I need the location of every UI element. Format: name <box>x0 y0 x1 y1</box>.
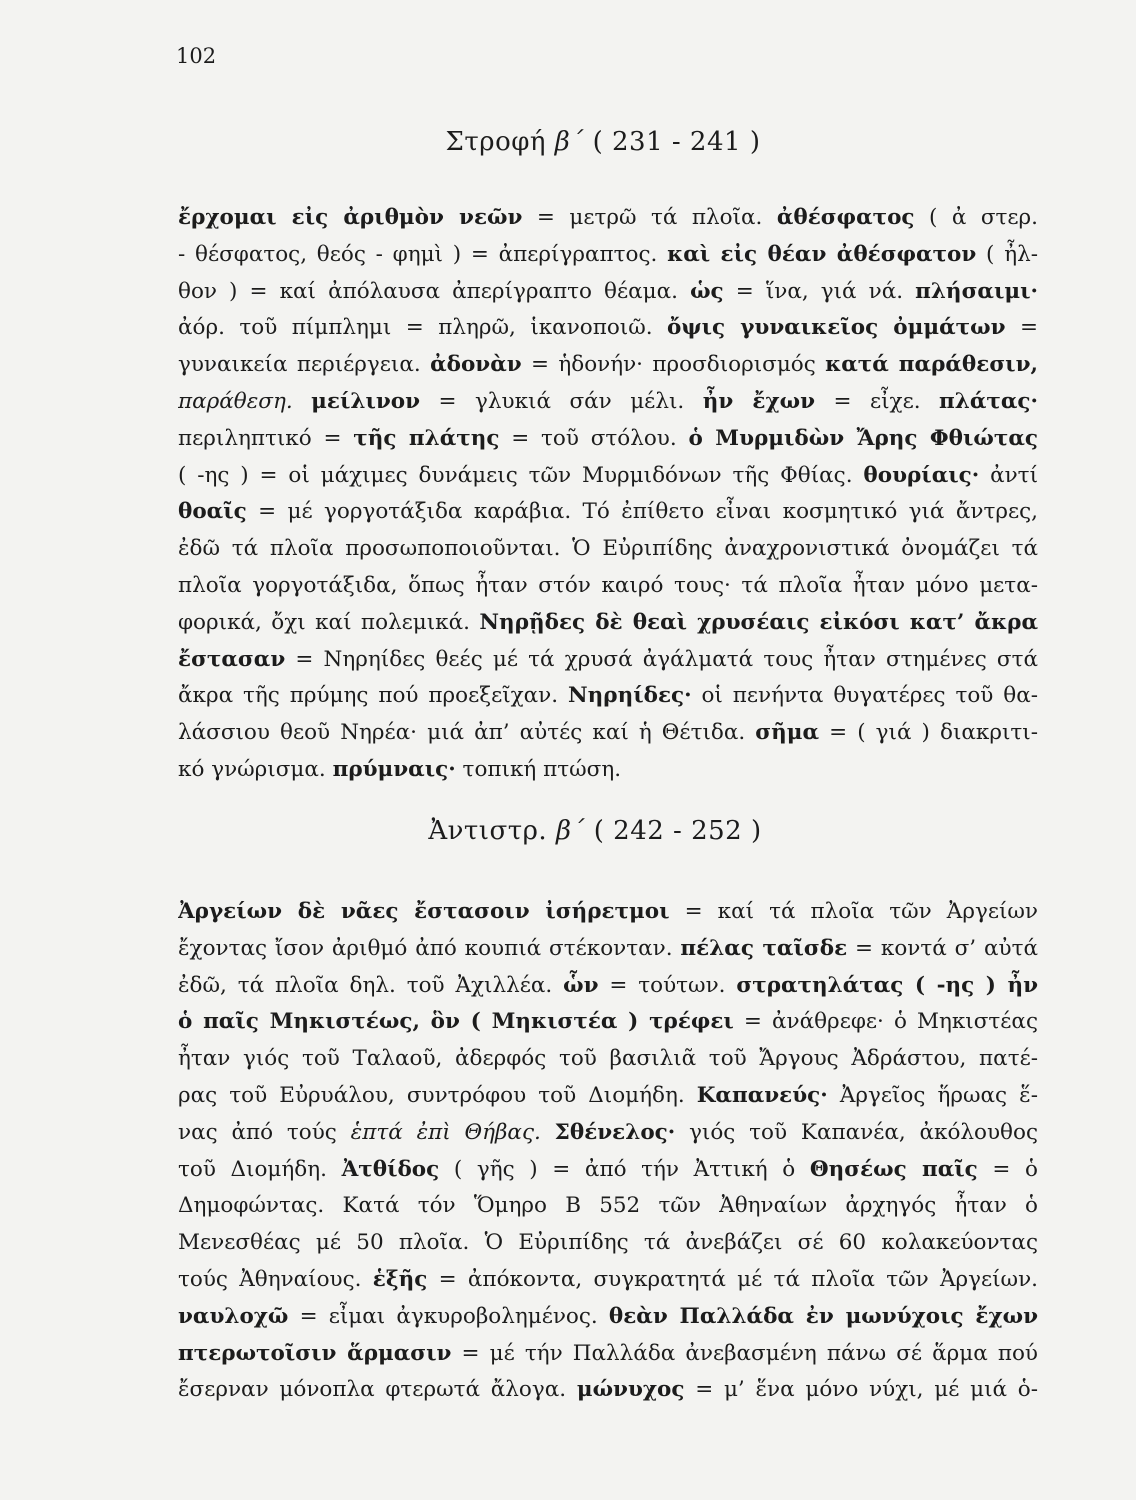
lemma-text: θοαῖς <box>178 499 247 525</box>
lemma-text: Νηρῇδες δὲ θεαὶ χρυσέαις εἰκόσι κατ’ ἄκρα <box>479 609 1038 635</box>
gloss-text: = τοῦ στόλου. <box>499 425 689 451</box>
gloss-text: ἀντί <box>979 462 1038 488</box>
heading-numeral: β΄ <box>554 127 584 157</box>
gloss-text: = μέ γοργοτάξιδα καράβια. Τό ἐπίθετο εἶναι κοσμητικό γιά ἄντρες, <box>246 499 1038 525</box>
gloss-text: - θέσφατος, θεός - φημὶ ) = ἀπερίγραπτος. <box>178 241 668 267</box>
gloss-text: τοπική πτώση. <box>455 756 622 782</box>
text-line <box>178 1078 1038 1115</box>
text-line <box>178 1041 1038 1078</box>
lemma-text: Ἀτθίδος <box>341 1156 440 1182</box>
gloss-text: ( γῆς ) = ἀπό τήν Ἀττική ὁ <box>439 1156 810 1182</box>
lemma-text: Ἀργείων δὲ νᾶες ἔστασοιν ἰσήρετμοι <box>178 899 670 924</box>
lemma-text: ὧν <box>563 972 599 998</box>
text-line <box>178 931 1038 968</box>
gloss-text: φορικά, ὄχι καί πολεμικά. <box>178 609 480 635</box>
gloss-text: Μενεσθέας μέ 50 πλοῖα. Ὁ Εὐριπίδης τά ἀνεβάζει σέ 60 κολακεύοντας <box>178 1230 1038 1256</box>
gloss-text: θον ) = καί ἀπόλαυσα ἀπερίγραπτο θέαμα. <box>178 278 691 304</box>
heading-range: ( 231 - 241 ) <box>592 127 761 157</box>
lemma-text: στρατηλάτας ( -ης ) ἦν <box>736 972 1038 998</box>
text-line <box>178 605 1038 642</box>
gloss-text: = καί τά πλοῖα τῶν Ἀργείων <box>669 899 1038 924</box>
lemma-text: ὁ παῖς Μηκιστέως, ὃν ( Μηκιστέα ) τρέφει <box>178 1009 734 1035</box>
lemma-text: πτερωτοῖσιν ἅρμασιν <box>178 1340 452 1366</box>
gloss-text: = εἶμαι ἀγκυροβολημένος. <box>288 1303 609 1329</box>
gloss-text: ( ἀ στερ. <box>914 205 1038 230</box>
gloss-text: ( -ης ) = οἱ μάχιμες δυνάμεις τῶν Μυρμιδόνων τῆς Φθίας. <box>178 462 864 488</box>
lemma-text: ὄψις γυναικεῖος ὀμμάτων <box>667 315 1006 341</box>
gloss-text: νας ἀπό τούς <box>178 1119 351 1145</box>
gloss-text: ἀόρ. τοῦ πίμπλημι = πληρῶ, ἱκανοποιῶ. <box>178 315 668 341</box>
gloss-text: = ἡδονήν· προσδιορισμός <box>521 352 826 378</box>
gloss-text: ἄκρα τῆς πρύμης πού προεξεῖχαν. <box>178 683 568 709</box>
text-line <box>178 1188 1038 1225</box>
lemma-text: ἔστασαν <box>178 646 286 672</box>
gloss-text: γιός τοῦ Καπανέα, ἀκόλουθος <box>675 1119 1038 1145</box>
section-heading-strophe <box>0 127 1136 157</box>
lemma-text: ὁ Μυρμιδὼν Ἄρης Φθιώτας <box>688 425 1038 451</box>
lemma-text: σῆμα <box>755 720 820 746</box>
lemma-text: Νηρηίδες· <box>567 683 692 709</box>
commentary-block-antistrophe <box>178 894 1038 1409</box>
lemma-text: Καπανεύς· <box>696 1082 828 1108</box>
text-line <box>178 1262 1038 1299</box>
gloss-text: οἱ πενήντα θυγατέρες τοῦ θα- <box>691 683 1038 709</box>
lemma-text: θουρίαις· <box>863 462 980 488</box>
heading-range: ( 242 - 252 ) <box>593 816 762 846</box>
gloss-text: = κοντά σ’ αὐτά <box>847 935 1038 961</box>
lemma-text: τῆς πλάτης <box>353 425 500 451</box>
text-line <box>178 531 1038 568</box>
page-number: 102 <box>176 44 217 68</box>
lemma-text: ἔρχομαι εἰς ἀριθμὸν νεῶν <box>178 205 523 230</box>
text-line <box>178 642 1038 679</box>
gloss-text: = ὁ <box>977 1156 1038 1182</box>
text-line <box>178 1299 1038 1336</box>
gloss-text: Δημοφώντας. Κατά τόν Ὅμηρο Β 552 τῶν Ἀθηναίων ἀρχηγός ἦταν ὁ <box>178 1193 1038 1219</box>
lemma-text: Σθένελος· <box>554 1119 676 1145</box>
text-line <box>178 894 1038 931</box>
gloss-text: ἐδῶ τά πλοῖα προσωποποιοῦνται. Ὁ Εὐριπίδης ἀναχρονιστικά ὀνομάζει τά <box>178 536 1038 562</box>
gloss-text: = ( γιά ) διακριτι- <box>819 720 1038 746</box>
gloss-text: = γλυκιά σάν μέλι. <box>420 388 703 414</box>
lemma-text: πρύμναις· <box>332 756 456 782</box>
heading-title: Στροφή <box>445 127 547 157</box>
lemma-text: καὶ εἰς θέαν ἀθέσφατον <box>667 241 977 267</box>
lemma-text: μώνυχος <box>576 1377 685 1403</box>
gloss-text: = Νηρηίδες θεές μέ τά χρυσά ἀγάλματά τους ἦταν στημένες στά <box>285 646 1038 672</box>
gloss-text: ρας τοῦ Εὐρυάλου, συντρόφου τοῦ Διομήδη. <box>178 1082 697 1108</box>
heading-title: Ἀντιστρ. <box>428 816 548 846</box>
text-line <box>178 568 1038 605</box>
gloss-text: = ἀνάθρεφε· ὁ Μηκιστέας <box>733 1009 1038 1035</box>
text-line <box>178 310 1038 347</box>
gloss-text: = <box>1005 315 1038 341</box>
gloss-text: = τούτων. <box>598 972 737 998</box>
gloss-text: περιληπτικό = <box>178 425 354 451</box>
gloss-text: ( ἦλ- <box>976 241 1038 267</box>
text-line <box>178 237 1038 274</box>
gloss-text: τούς Ἀθηναίους. <box>178 1266 373 1292</box>
gloss-text: = ἀπόκοντα, συγκρατητά μέ τά πλοῖα τῶν Ἀργείων. <box>427 1266 1038 1292</box>
text-line <box>178 1004 1038 1041</box>
lemma-text: ἀθέσφατος <box>776 205 915 230</box>
text-line <box>178 678 1038 715</box>
text-line <box>178 968 1038 1005</box>
gloss-text: παράθεση. <box>178 388 312 414</box>
lemma-text: ἑξῆς <box>372 1266 428 1292</box>
gloss-text: ἦταν γιός τοῦ Ταλαοῦ, ἀδερφός τοῦ βασιλιᾶ τοῦ Ἄργους Ἀδράστου, πατέ- <box>178 1046 1038 1072</box>
gloss-text: ἔχοντας ἴσον ἀριθμό ἀπό κουπιά στέκονταν. <box>178 935 681 961</box>
text-line <box>178 1225 1038 1262</box>
gloss-text: πλοῖα γοργοτάξιδα, ὅπως ἦταν στόν καιρό τους· τά πλοῖα ἦταν μόνο μετα- <box>178 572 1038 598</box>
text-line <box>178 1336 1038 1373</box>
lemma-text: πέλας ταῖσδε <box>680 935 848 961</box>
text-line <box>178 494 1038 531</box>
text-line <box>178 752 1038 789</box>
gloss-text: ἐδῶ, τά πλοῖα δηλ. τοῦ Ἀχιλλέα. <box>178 972 564 998</box>
gloss-text: = εἶχε. <box>815 388 940 414</box>
text-line <box>178 347 1038 384</box>
gloss-text: = ἵνα, γιά νά. <box>723 278 916 304</box>
gloss-text: = μ’ ἕνα μόνο νύχι, μέ μιά ὁ- <box>684 1377 1038 1403</box>
gloss-text: τοῦ Διομήδη. <box>178 1156 342 1182</box>
lemma-text: πλήσαιμι· <box>915 278 1038 304</box>
gloss-text: κό γνώρισμα. <box>178 756 333 782</box>
text-line <box>178 458 1038 495</box>
gloss-text: γυναικεία περιέργεια. <box>178 352 431 378</box>
text-line <box>178 1372 1038 1409</box>
lemma-text: ὡς <box>690 278 724 304</box>
gloss-text: = μέ τήν Παλλάδα ἀνεβασμένη πάνω σέ ἅρμα πού <box>451 1340 1038 1366</box>
text-line <box>178 1152 1038 1189</box>
gloss-text: Ἀργεῖος ἥρωας ἕ- <box>827 1082 1038 1108</box>
lemma-text: πλάτας· <box>939 388 1038 414</box>
heading-numeral: β΄ <box>555 816 585 846</box>
lemma-text: Θησέως παῖς <box>809 1156 978 1182</box>
gloss-text: = μετρῶ τά πλοῖα. <box>522 205 777 230</box>
text-line <box>178 421 1038 458</box>
lemma-text: κατά παράθεσιν, <box>825 352 1038 378</box>
text-line <box>178 1115 1038 1152</box>
text-line <box>178 384 1038 421</box>
section-heading-antistrophe <box>0 816 1136 846</box>
gloss-text: ἑπτά ἐπὶ Θήβας. <box>350 1119 555 1145</box>
gloss-text: ἔσερναν μόνοπλα φτερωτά ἄλογα. <box>178 1377 577 1403</box>
commentary-block-strophe <box>178 200 1038 789</box>
gloss-text: λάσσιου θεοῦ Νηρέα· μιά ἀπ’ αὐτές καί ἡ Θέτιδα. <box>178 720 756 746</box>
lemma-text: ἀδονὰν <box>430 352 522 378</box>
text-line <box>178 200 1038 237</box>
lemma-text: ἦν ἔχων <box>702 388 815 414</box>
text-line <box>178 274 1038 311</box>
text-line <box>178 715 1038 752</box>
lemma-text: ναυλοχῶ <box>178 1303 289 1329</box>
lemma-text: μείλινον <box>311 388 421 414</box>
lemma-text: θεὰν Παλλάδα ἐν μωνύχοις ἔχων <box>608 1303 1038 1329</box>
